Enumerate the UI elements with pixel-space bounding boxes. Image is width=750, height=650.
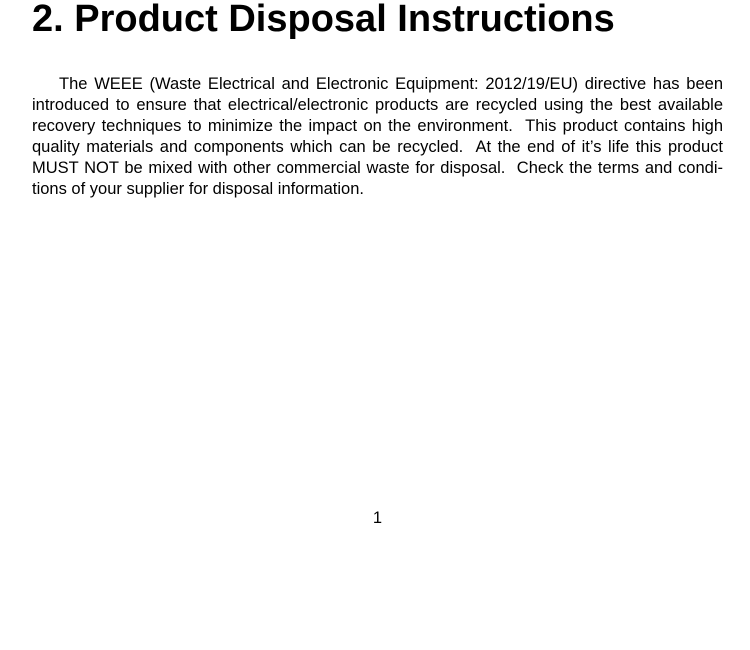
- paragraph-line: tions of your supplier for disposal information.: [32, 180, 364, 198]
- body-paragraph: [32, 74, 723, 200]
- paragraph-line: The WEEE (Waste Electrical and Electronic Equipment: 2012/19/EU) directive has been: [59, 75, 723, 93]
- paragraph-line: MUST NOT be mixed with other commercial waste for disposal. Check the terms and condi-: [32, 159, 723, 177]
- section-heading: 2. Product Disposal Instructions: [32, 0, 615, 40]
- paragraph-line: introduced to ensure that electrical/electronic products are recycled using the best available: [32, 96, 723, 114]
- page-number: 1: [372, 509, 383, 527]
- paragraph-line: recovery techniques to minimize the impact on the environment. This product contains high: [32, 117, 723, 135]
- paragraph-line: quality materials and components which can be recycled. At the end of it’s life this product: [32, 138, 723, 156]
